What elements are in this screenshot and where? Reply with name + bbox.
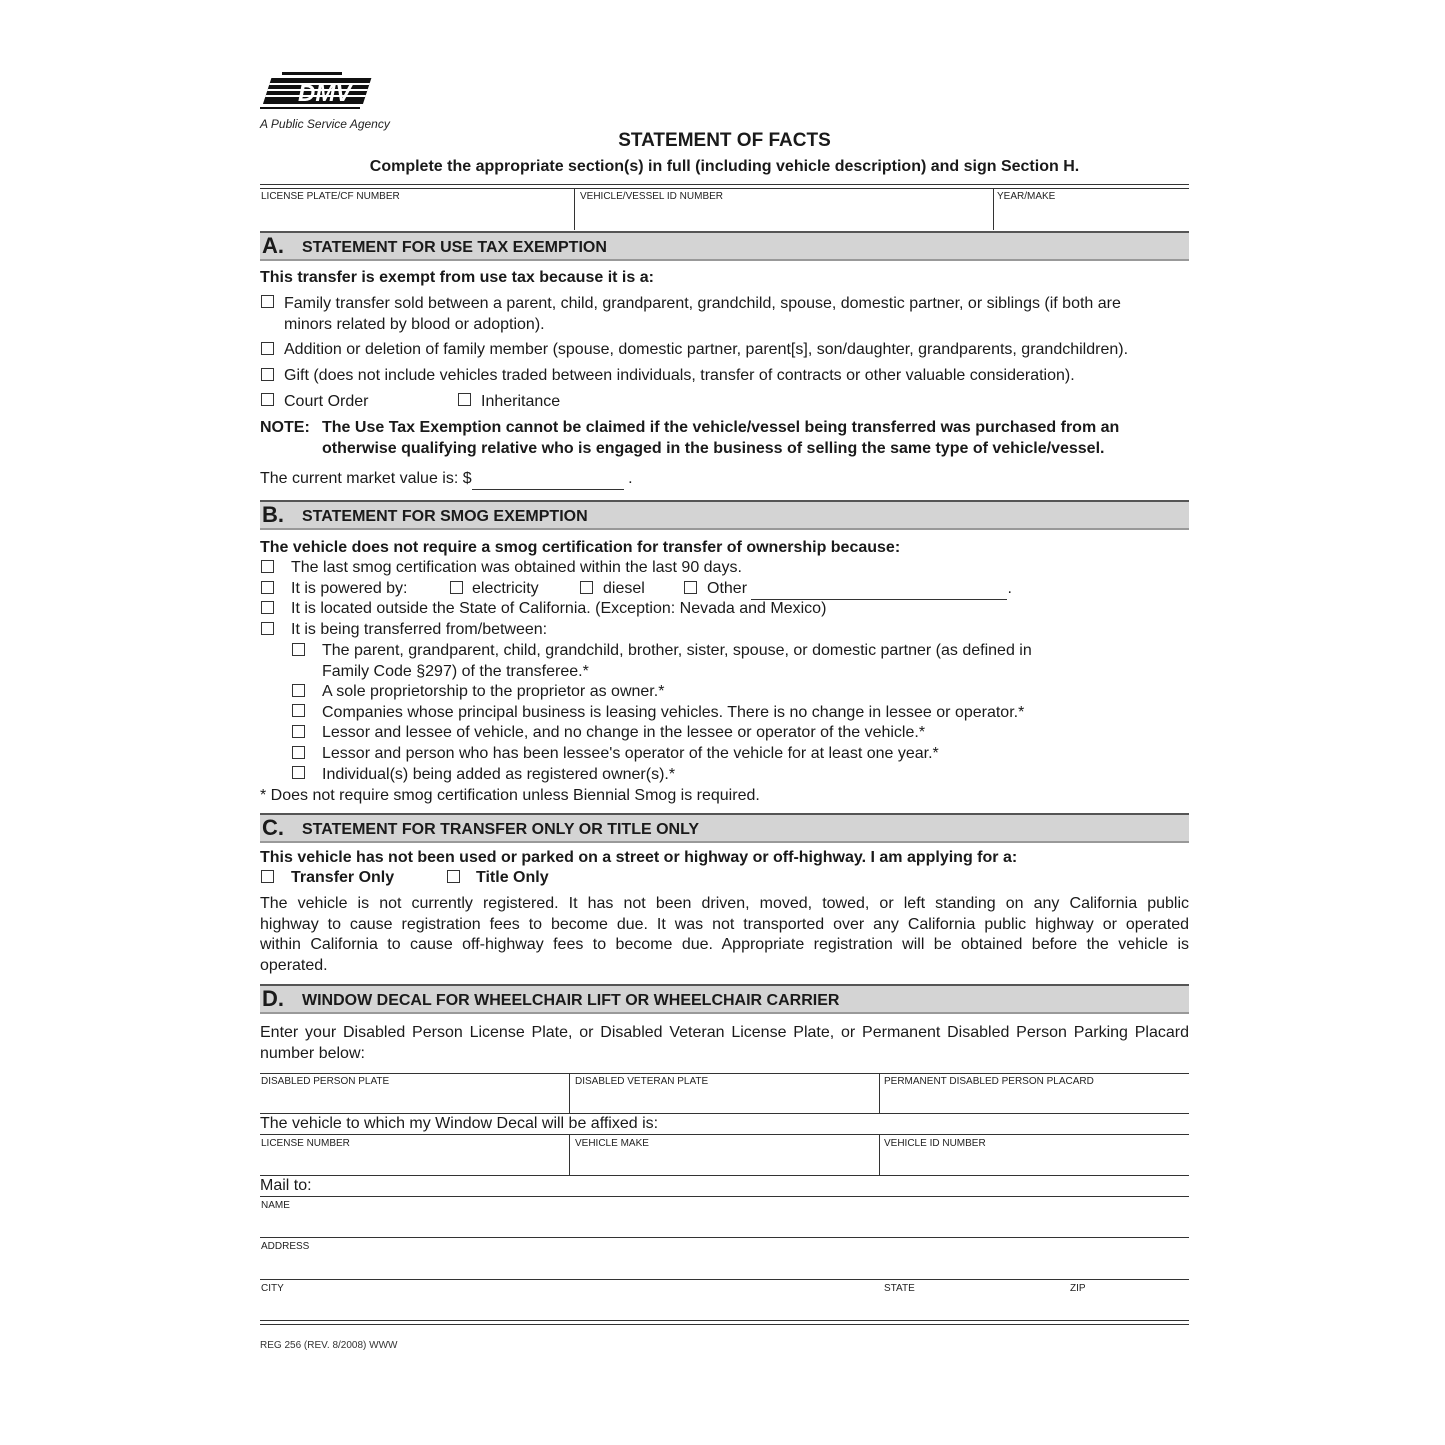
outside-ca-label: It is located outside the State of California. (Exception: Nevada and Mexico) <box>291 600 827 617</box>
field-divider <box>879 1073 880 1113</box>
vehicle-id-field[interactable]: VEHICLE/VESSEL ID NUMBER <box>580 191 724 202</box>
section-a-letter: A. <box>262 233 284 258</box>
agency-tagline: A Public Service Agency <box>260 117 390 131</box>
transfer-only-label: Transfer Only <box>291 869 395 886</box>
individuals-added-label: Individual(s) being added as registered owner(s).* <box>322 766 676 783</box>
state-field[interactable]: STATE <box>884 1283 915 1294</box>
other-fuel-suffix: . <box>1007 580 1012 597</box>
form-code: REG 256 (REV. 8/2008) WWW <box>260 1340 398 1351</box>
other-fuel-checkbox[interactable] <box>684 581 697 594</box>
market-value-label: The current market value is: $ <box>260 470 472 487</box>
family-relation-checkbox[interactable] <box>292 643 305 656</box>
other-fuel-row <box>707 579 1012 600</box>
mail-address-border <box>260 1237 1189 1238</box>
section-b-letter: B. <box>262 502 284 527</box>
lessor-operator-label: Lessor and person who has been lessee's operator of the vehicle for at least one year.* <box>322 745 939 762</box>
section-c-header <box>260 813 1189 843</box>
smog-90days-label: The last smog certification was obtained within the last 90 days. <box>291 559 742 576</box>
mail-name-border <box>260 1196 1189 1197</box>
logo-text: DMV <box>298 80 352 107</box>
other-fuel-label: Other <box>707 580 748 597</box>
leasing-companies-label: Companies whose principal business is leasing vehicles. There is no change in lessee or operator.* <box>322 704 1025 721</box>
lessor-lessee-checkbox[interactable] <box>292 725 305 738</box>
diesel-label: diesel <box>603 580 645 597</box>
sole-proprietorship-checkbox[interactable] <box>292 684 305 697</box>
page-title: STATEMENT OF FACTS <box>618 130 831 151</box>
addition-deletion-checkbox[interactable] <box>261 342 274 355</box>
section-c-letter: C. <box>262 815 284 840</box>
addition-deletion-label: Addition or deletion of family member (spouse, domestic partner, parent[s], son/daughter, grandparents, grandchildren). <box>284 341 1129 358</box>
other-fuel-input[interactable] <box>751 579 1007 600</box>
inheritance-checkbox[interactable] <box>458 393 471 406</box>
mail-to-label: Mail to: <box>260 1177 312 1194</box>
field-divider <box>879 1134 880 1175</box>
top-fields-border-inner <box>260 188 1189 189</box>
section-b-header <box>260 500 1189 530</box>
gift-checkbox[interactable] <box>261 368 274 381</box>
electricity-checkbox[interactable] <box>450 581 463 594</box>
section-d-intro-cont: number below: <box>260 1045 365 1062</box>
field-divider <box>574 188 575 230</box>
note-text: The Use Tax Exemption cannot be claimed if the vehicle/vessel being transferred was purchased from an <box>322 419 1120 436</box>
dmv-logo-graphic <box>260 70 380 114</box>
placard-fields-border <box>260 1073 1189 1074</box>
market-value-suffix: . <box>623 470 633 487</box>
smog-90days-checkbox[interactable] <box>261 560 274 573</box>
family-transfer-label-cont: minors related by blood or adoption). <box>284 316 545 333</box>
field-divider <box>569 1073 570 1113</box>
disabled-veteran-plate-field[interactable]: DISABLED VETERAN PLATE <box>575 1076 709 1087</box>
section-d-title: WINDOW DECAL FOR WHEELCHAIR LIFT OR WHEELCHAIR CARRIER <box>302 992 840 1009</box>
section-a-title: STATEMENT FOR USE TAX EXEMPTION <box>302 239 607 256</box>
vehicle-decal-intro: The vehicle to which my Window Decal will be affixed is: <box>260 1115 659 1132</box>
section-c-body-4: operated. <box>260 957 328 974</box>
section-d-letter: D. <box>262 986 284 1011</box>
top-fields-border <box>260 184 1189 185</box>
vehicle-fields-border <box>260 1134 1189 1135</box>
transferred-between-label: It is being transferred from/between: <box>291 621 548 638</box>
title-only-label: Title Only <box>476 869 549 886</box>
name-field[interactable]: NAME <box>261 1200 290 1211</box>
city-field[interactable]: CITY <box>261 1283 284 1294</box>
gift-label: Gift (does not include vehicles traded between individuals, transfer of contracts or other valuable consideration). <box>284 367 1075 384</box>
section-c-body-3: within California to cause off-highway fees to become due. Appropriate registration will be obtained before the vehicle is <box>260 936 1189 953</box>
form-instructions: Complete the appropriate section(s) in full (including vehicle description) and sign Section H. <box>369 158 1080 175</box>
market-value-row <box>260 469 633 490</box>
address-field[interactable]: ADDRESS <box>261 1241 310 1252</box>
electricity-label: electricity <box>472 580 539 597</box>
family-transfer-label: Family transfer sold between a parent, child, grandparent, grandchild, spouse, domestic partner, or siblings (if both are <box>284 295 1121 312</box>
license-number-field[interactable]: LICENSE NUMBER <box>261 1138 350 1149</box>
court-order-label: Court Order <box>284 393 369 410</box>
lessor-lessee-label: Lessor and lessee of vehicle, and no change in the lessee or operator of the vehicle.* <box>322 724 926 741</box>
transferred-between-checkbox[interactable] <box>261 622 274 635</box>
transfer-only-checkbox[interactable] <box>261 870 274 883</box>
powered-by-label: It is powered by: <box>291 580 408 597</box>
section-a-intro: This transfer is exempt from use tax because it is a: <box>260 269 654 286</box>
family-relation-label-cont: Family Code §297) of the transferee.* <box>322 663 589 680</box>
powered-by-checkbox[interactable] <box>261 581 274 594</box>
section-b-title: STATEMENT FOR SMOG EXEMPTION <box>302 508 588 525</box>
note-label: NOTE: <box>260 419 310 436</box>
section-b-intro: The vehicle does not require a smog certification for transfer of ownership because: <box>260 539 901 556</box>
placard-field[interactable]: PERMANENT DISABLED PERSON PLACARD <box>884 1076 1094 1087</box>
form-bottom-border <box>260 1320 1189 1321</box>
year-make-field[interactable]: YEAR/MAKE <box>997 191 1056 202</box>
lessor-operator-checkbox[interactable] <box>292 746 305 759</box>
outside-ca-checkbox[interactable] <box>261 601 274 614</box>
section-d-intro: Enter your Disabled Person License Plate, or Disabled Veteran License Plate, or Permanent Disabled Person Parking Placard <box>260 1024 1189 1041</box>
disabled-person-plate-field[interactable]: DISABLED PERSON PLATE <box>261 1076 390 1087</box>
section-a-header <box>260 231 1189 261</box>
section-d-header <box>260 984 1189 1014</box>
diesel-checkbox[interactable] <box>580 581 593 594</box>
section-c-body-1: The vehicle is not currently registered. It has not been driven, moved, towed, or left standing on any California public <box>260 895 1189 912</box>
vehicle-fields-bottom <box>260 1175 1189 1176</box>
field-divider <box>569 1134 570 1175</box>
section-c-body-2: highway to cause registration fees to become due. It was not transported over any California public highway or operated <box>260 916 1189 933</box>
zip-field[interactable]: ZIP <box>1070 1283 1086 1294</box>
section-c-intro: This vehicle has not been used or parked on a street or highway or off-highway. I am applying for a: <box>260 849 1018 866</box>
inheritance-label: Inheritance <box>481 393 561 410</box>
sole-proprietorship-label: A sole proprietorship to the proprietor as owner.* <box>322 683 665 700</box>
leasing-companies-checkbox[interactable] <box>292 704 305 717</box>
note-text-cont: otherwise qualifying relative who is engaged in the business of selling the same type of vehicle/vessel. <box>322 440 1105 457</box>
family-transfer-checkbox[interactable] <box>261 295 274 308</box>
form-bottom-border-inner <box>260 1324 1189 1325</box>
vehicle-id-number-field[interactable]: VEHICLE ID NUMBER <box>884 1138 986 1149</box>
mail-city-border <box>260 1279 1189 1280</box>
smog-footnote: * Does not require smog certification unless Biennial Smog is required. <box>260 787 760 804</box>
court-order-checkbox[interactable] <box>261 393 274 406</box>
section-c-title: STATEMENT FOR TRANSFER ONLY OR TITLE ONLY <box>302 821 700 838</box>
family-relation-label: The parent, grandparent, child, grandchild, brother, sister, spouse, or domestic partner (as defined in <box>322 642 1032 659</box>
license-plate-field[interactable]: LICENSE PLATE/CF NUMBER <box>261 191 400 202</box>
market-value-input[interactable] <box>472 469 624 490</box>
vehicle-make-field[interactable]: VEHICLE MAKE <box>575 1138 649 1149</box>
title-only-checkbox[interactable] <box>447 870 460 883</box>
field-divider <box>993 188 994 230</box>
individuals-added-checkbox[interactable] <box>292 766 305 779</box>
